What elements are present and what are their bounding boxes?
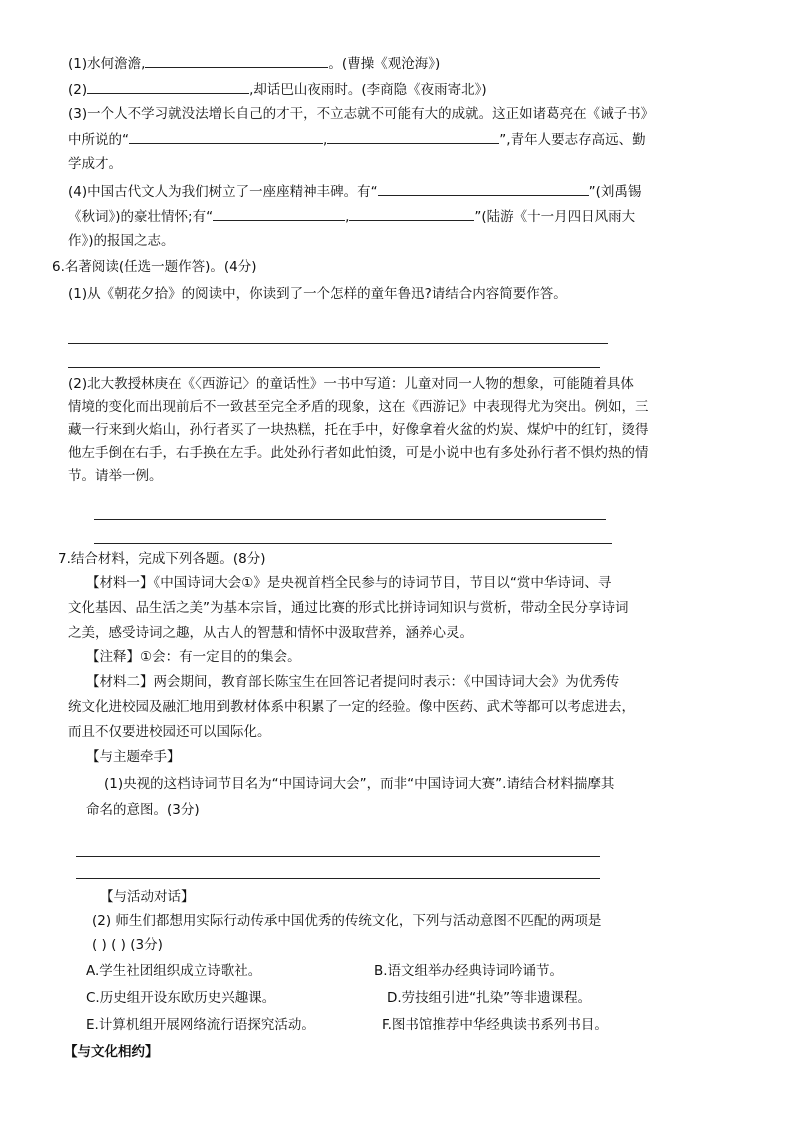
q7-section-activity: 【与活动对话】	[100, 889, 195, 905]
q5-item1	[68, 54, 440, 73]
q6-sub2-answer-line-2[interactable]	[94, 543, 612, 544]
q7-material1-line-2: 文化基因、品生活之美”为基本宗旨，通过比赛的形式比拼诗词知识与赏析，带动全民分享诗词	[68, 600, 629, 616]
q7-option-f[interactable]: F.图书馆推荐中华经典读书系列书目。	[382, 1017, 608, 1033]
q6-sub1-answer-line-2[interactable]	[68, 367, 600, 368]
q5-item4-line2-suffix: ”(陆游《十一月四日风雨大	[474, 209, 636, 225]
q5-item2-suffix: ,却话巴山夜雨时。(李商隐《夜雨寄北》)	[249, 82, 487, 98]
q7-note: 【注释】①会：有一定目的的集会。	[86, 649, 301, 665]
q5-item3-line2	[68, 130, 646, 149]
q5-item4-line3: 作》)的报国之志。	[68, 233, 175, 249]
q7-sub2-line-1: (2) 师生们都想用实际行动传承中国优秀的传统文化，下列与活动意图不匹配的两项是	[92, 913, 602, 929]
q5-item4-line1-prefix: (4)中国古代文人为我们树立了一座座精神丰碑。有“	[68, 184, 378, 200]
q7-sub1-answer-line-1[interactable]	[76, 856, 600, 857]
q5-item4-blank2[interactable]	[213, 207, 345, 221]
q5-item3-blank1[interactable]	[129, 130, 323, 144]
q5-item4-blank1[interactable]	[378, 182, 589, 196]
q5-item4-line2-mid: ,	[345, 209, 350, 225]
q7-section-culture: 【与文化相约】	[64, 1044, 159, 1060]
q7-option-c[interactable]: C.历史组开设东欧历史兴趣课。	[86, 990, 276, 1006]
q6-sub1: (1)从《朝花夕拾》的阅读中，你读到了一个怎样的童年鲁迅?请结合内容简要作答。	[68, 286, 567, 302]
q5-item4-line2-prefix: 《秋词》)的豪壮情怀;有“	[68, 209, 214, 225]
q6-sub2-line-2: 情境的变化而出现前后不一致甚至完全矛盾的现象，这在《西游记》中表现得尤为突出。例如，三	[68, 399, 649, 415]
q5-item3-line3: 学成才。	[68, 156, 122, 172]
q6-sub2-line-5: 节。请举一例。	[68, 468, 163, 484]
q5-item1-blank[interactable]	[145, 54, 328, 68]
q7-option-a[interactable]: A.学生社团组织成立诗歌社。	[86, 963, 262, 979]
q6-sub1-answer-line-1[interactable]	[68, 343, 608, 344]
q7-sub1-line-2: 命名的意图。(3分)	[86, 802, 200, 818]
q5-item3-line1: (3)一个人不学习就没法增长自己的才干，不立志就不可能有大的成就。这正如诸葛亮在《诫子书》	[68, 106, 655, 122]
q7-title: 7.结合材料，完成下列各题。(8分)	[58, 551, 266, 567]
q5-item2-prefix: (2)	[68, 82, 88, 98]
q7-material1-line-1: 【材料一】《中国诗词大会①》是央视首档全民参与的诗词节目，节目以“赏中华诗词、寻	[86, 575, 612, 591]
q6-sub2-line-4: 他左手倒在右手，右手换在左手。此处孙行者如此怕烫，可是小说中也有多处孙行者不惧灼热的情	[68, 445, 649, 461]
q5-item3-line2-prefix: 中所说的“	[68, 132, 129, 148]
q7-material2-line-2: 统文化进校园及融汇地用到教材体系中积累了一定的经验。像中医药、武术等都可以考虑进去，	[68, 699, 635, 715]
q5-item3-blank2[interactable]	[327, 130, 499, 144]
q5-item4-line1	[68, 182, 641, 201]
q7-option-b[interactable]: B.语文组举办经典诗词吟诵节。	[374, 963, 564, 979]
q7-sub1-answer-line-2[interactable]	[76, 878, 600, 879]
q7-option-e[interactable]: E.计算机组开展网络流行语探究活动。	[86, 1017, 315, 1033]
q5-item2-blank[interactable]	[87, 80, 249, 94]
q7-material2-line-3: 而且不仅要进校园还可以国际化。	[68, 724, 271, 740]
q6-sub2-line-3: 藏一行来到火焰山，孙行者买了一块热糕，托在手中，好像拿着火盆的灼炭、煤炉中的红钉，烫得	[68, 422, 649, 438]
q7-material1-line-3: 之美，感受诗词之趣，从古人的智慧和情怀中汲取营养，涵养心灵。	[68, 625, 473, 641]
q5-item1-suffix: 。(曹操《观沧海》)	[328, 56, 441, 72]
q5-item1-prefix: (1)水何澹澹,	[68, 56, 146, 72]
q5-item4-line2	[68, 207, 635, 226]
q6-sub2-line-1: (2)北大教授林庚在《〈西游记〉的童话性》一书中写道：儿童对同一人物的想象，可能随着具体	[68, 376, 634, 392]
q7-section-theme: 【与主题牵手】	[86, 749, 181, 765]
q6-title: 6.名著阅读(任选一题作答)。(4分)	[52, 259, 257, 275]
q6-sub2-answer-line-1[interactable]	[94, 519, 606, 520]
q7-option-d[interactable]: D.劳技组引进“扎染”等非遗课程。	[387, 990, 592, 1006]
q7-material2-line-1: 【材料二】两会期间，教育部长陈宝生在回答记者提问时表示：《中国诗词大会》为优秀传	[86, 674, 620, 690]
q5-item3-line2-suffix: ”,青年人要志存高远、勤	[499, 132, 646, 148]
q5-item2	[68, 80, 487, 99]
q5-item3-line2-mid: ,	[323, 132, 328, 148]
q5-item4-blank3[interactable]	[349, 207, 474, 221]
q7-sub2-answer-brackets[interactable]: ( ) ( ) (3分)	[92, 937, 163, 953]
q7-sub1-line-1: (1)央视的这档诗词节目名为“中国诗词大会”，而非“中国诗词大赛”.请结合材料揣摩其	[104, 776, 615, 792]
q5-item4-line1-suffix: ”(刘禹锡	[588, 184, 642, 200]
